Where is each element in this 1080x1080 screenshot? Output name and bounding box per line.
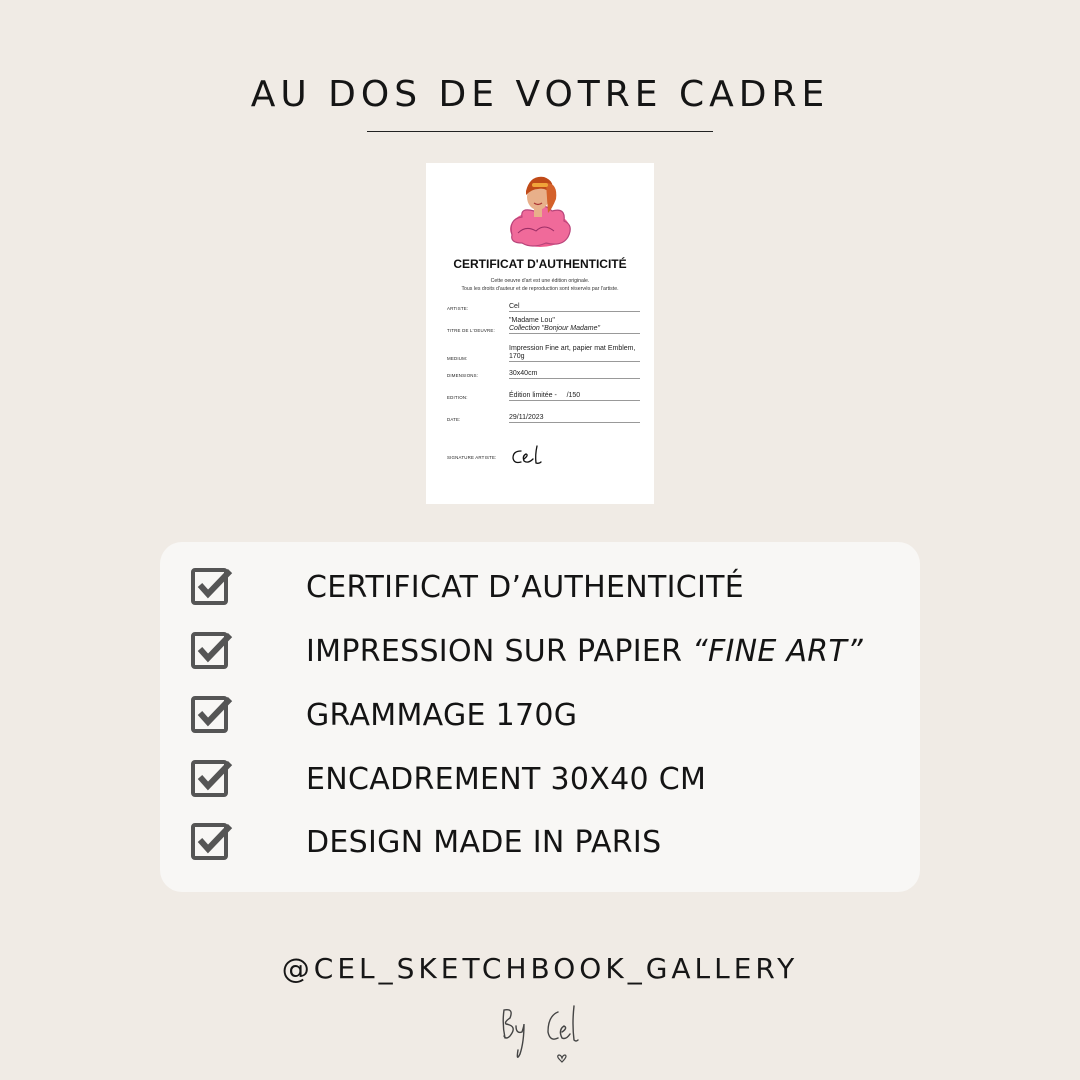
feature-item xyxy=(190,820,910,864)
certificate-title: CERTIFICAT D'AUTHENTICITÉ xyxy=(453,257,627,271)
field-signature xyxy=(447,443,640,467)
field-value: Cel xyxy=(509,303,640,312)
field-edition xyxy=(447,382,640,402)
field-label: ARTISTE: xyxy=(447,306,469,311)
artwork-illustration-icon xyxy=(502,169,578,251)
field-value: Édition limitée - /150 xyxy=(509,392,640,401)
field-label: MEDIUM: xyxy=(447,356,468,361)
field-label: DATE: xyxy=(447,417,461,422)
page-title: AU DOS DE VOTRE CADRE xyxy=(250,74,830,115)
certificate-intro-line2: Tous les droits d'auteur et de reproduction sont réservés par l'artiste. xyxy=(461,286,619,292)
checked-box-icon xyxy=(190,693,234,737)
field-label: DIMENSIONS: xyxy=(447,373,479,378)
feature-label: DESIGN MADE IN PARIS xyxy=(306,825,662,860)
feature-label: IMPRESSION SUR PAPIER “FINE ART” xyxy=(306,634,863,669)
field-label: TITRE DE L'OEUVRE: xyxy=(447,328,495,333)
instagram-handle: @CEL_SKETCHBOOK_GALLERY xyxy=(281,952,799,985)
field-value: 29/11/2023 xyxy=(509,414,640,423)
field-value: Impression Fine art, papier mat Emblem, 170g xyxy=(509,345,640,362)
field-value: "Madame Lou" Collection "Bonjour Madame" xyxy=(509,317,640,334)
title-underline xyxy=(367,131,713,132)
certificate-image xyxy=(426,163,654,504)
field-label: SIGNATURE ARTISTE: xyxy=(447,455,497,460)
field-label: EDITION: xyxy=(447,395,468,400)
certificate-intro xyxy=(426,277,654,293)
field-dimensions xyxy=(447,360,640,380)
feature-label: CERTIFICAT D’AUTHENTICITÉ xyxy=(306,570,744,605)
by-cel-signature-icon xyxy=(492,1002,592,1072)
field-title xyxy=(447,311,640,335)
field-date xyxy=(447,404,640,424)
features-panel xyxy=(160,542,920,892)
checked-box-icon xyxy=(190,565,234,609)
checked-box-icon xyxy=(190,629,234,673)
feature-label: GRAMMAGE 170G xyxy=(306,698,578,733)
certificate-intro-line1: Cette oeuvre d'art est une édition originale. xyxy=(490,278,590,284)
field-artist xyxy=(447,293,640,313)
feature-item xyxy=(190,565,910,609)
checked-box-icon xyxy=(190,820,234,864)
feature-label: ENCADREMENT 30X40 CM xyxy=(306,762,707,797)
artist-signature-icon xyxy=(509,443,549,467)
checked-box-icon xyxy=(190,757,234,801)
field-value: 30x40cm xyxy=(509,370,640,379)
feature-item xyxy=(190,693,910,737)
feature-item xyxy=(190,629,910,673)
feature-item xyxy=(190,757,910,801)
